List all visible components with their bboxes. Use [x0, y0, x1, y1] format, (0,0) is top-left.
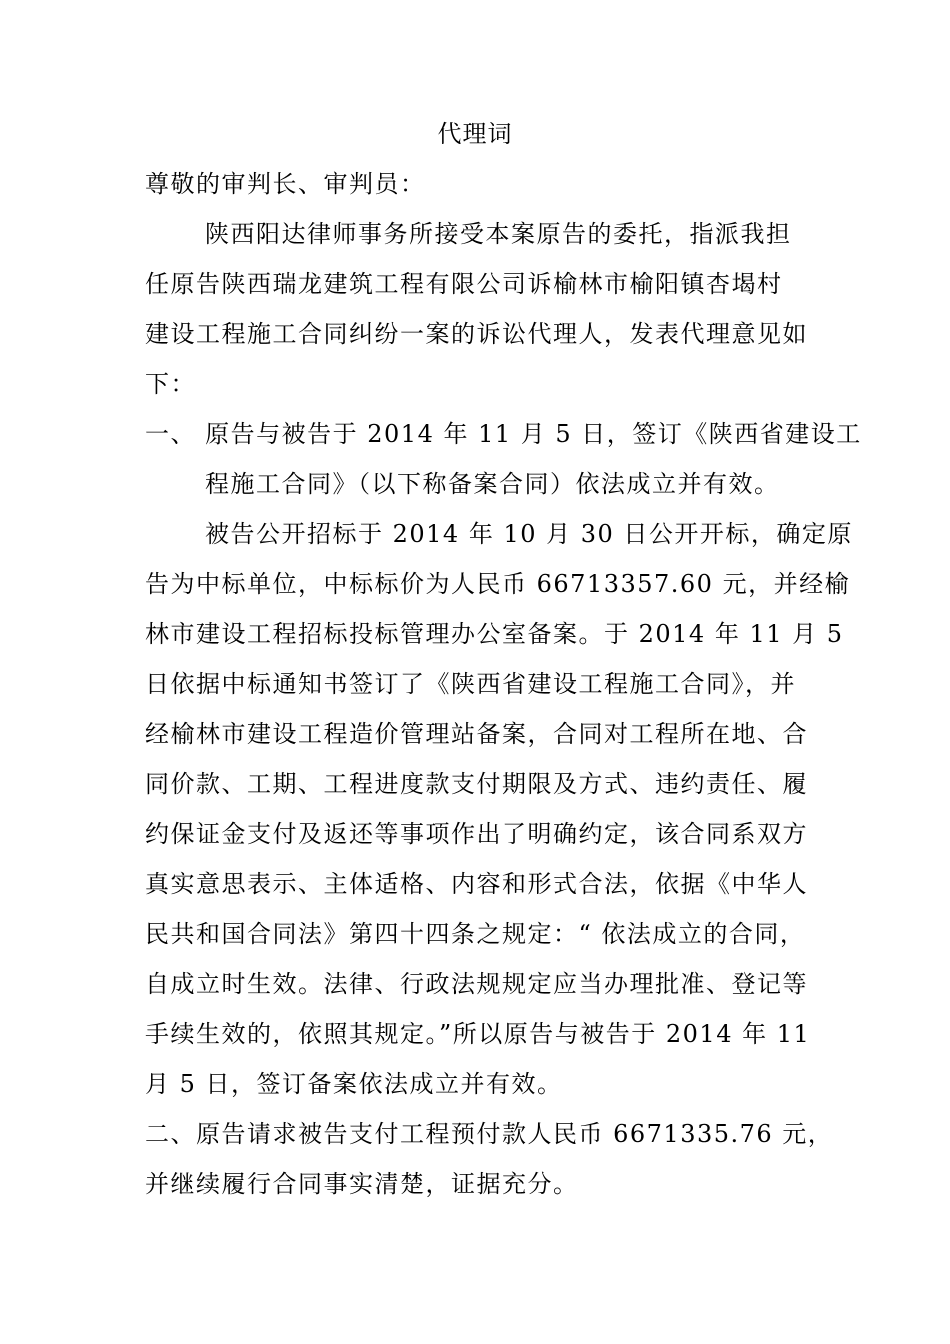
intro-line: 下： [145, 370, 196, 398]
section-1-body-line: 真实意思表示、主体适格、内容和形式合法，依据《中华人 [145, 870, 808, 898]
section-2-heading: 并继续履行合同事实清楚，证据充分。 [145, 1170, 579, 1198]
section-1-body-line: 约保证金支付及返还等事项作出了明确约定，该合同系双方 [145, 820, 808, 848]
section-1-body-line: 经榆林市建设工程造价管理站备案，合同对工程所在地、合 [145, 720, 808, 748]
section-1-heading: 程施工合同》（以下称备案合同）依法成立并有效。 [205, 470, 780, 498]
section-1-body-line: 月 5 日，签订备案依法成立并有效。 [145, 1070, 563, 1098]
section-1-body-line: 被告公开招标于 2014 年 10 月 30 日公开开标，确定原 [205, 520, 853, 548]
section-1-body-line: 林市建设工程招标投标管理办公室备案。于 2014 年 11 月 5 [145, 620, 844, 648]
section-1-body-line: 同价款、工期、工程进度款支付期限及方式、违约责任、履 [145, 770, 808, 798]
intro-line: 建设工程施工合同纠纷一案的诉讼代理人，发表代理意见如 [145, 320, 808, 348]
section-1-body-line: 自成立时生效。法律、行政法规规定应当办理批准、登记等 [145, 970, 808, 998]
document-title: 代理词 [437, 120, 513, 148]
section-2-heading: 二、原告请求被告支付工程预付款人民币 6671335.76 元， [145, 1120, 834, 1148]
section-1-body-line: 告为中标单位，中标标价为人民币 66713357.60 元，并经榆 [145, 570, 851, 598]
section-1-body-line: 民共和国合同法》第四十四条之规定：“ 依法成立的合同， [145, 920, 806, 948]
section-1-heading: 一、 原告与被告于 2014 年 11 月 5 日，签订《陕西省建设工 [145, 420, 862, 448]
section-1-body-line: 日依据中标通知书签订了《陕西省建设工程施工合同》，并 [145, 670, 796, 698]
section-1-body-line: 手续生效的，依照其规定。”所以原告与被告于 2014 年 11 [145, 1020, 811, 1048]
salutation: 尊敬的审判长、审判员： [145, 170, 426, 198]
intro-line: 陕西阳达律师事务所接受本案原告的委托，指派我担 [205, 220, 792, 248]
intro-line: 任原告陕西瑞龙建筑工程有限公司诉榆林市榆阳镇杏堨村 [145, 270, 783, 298]
